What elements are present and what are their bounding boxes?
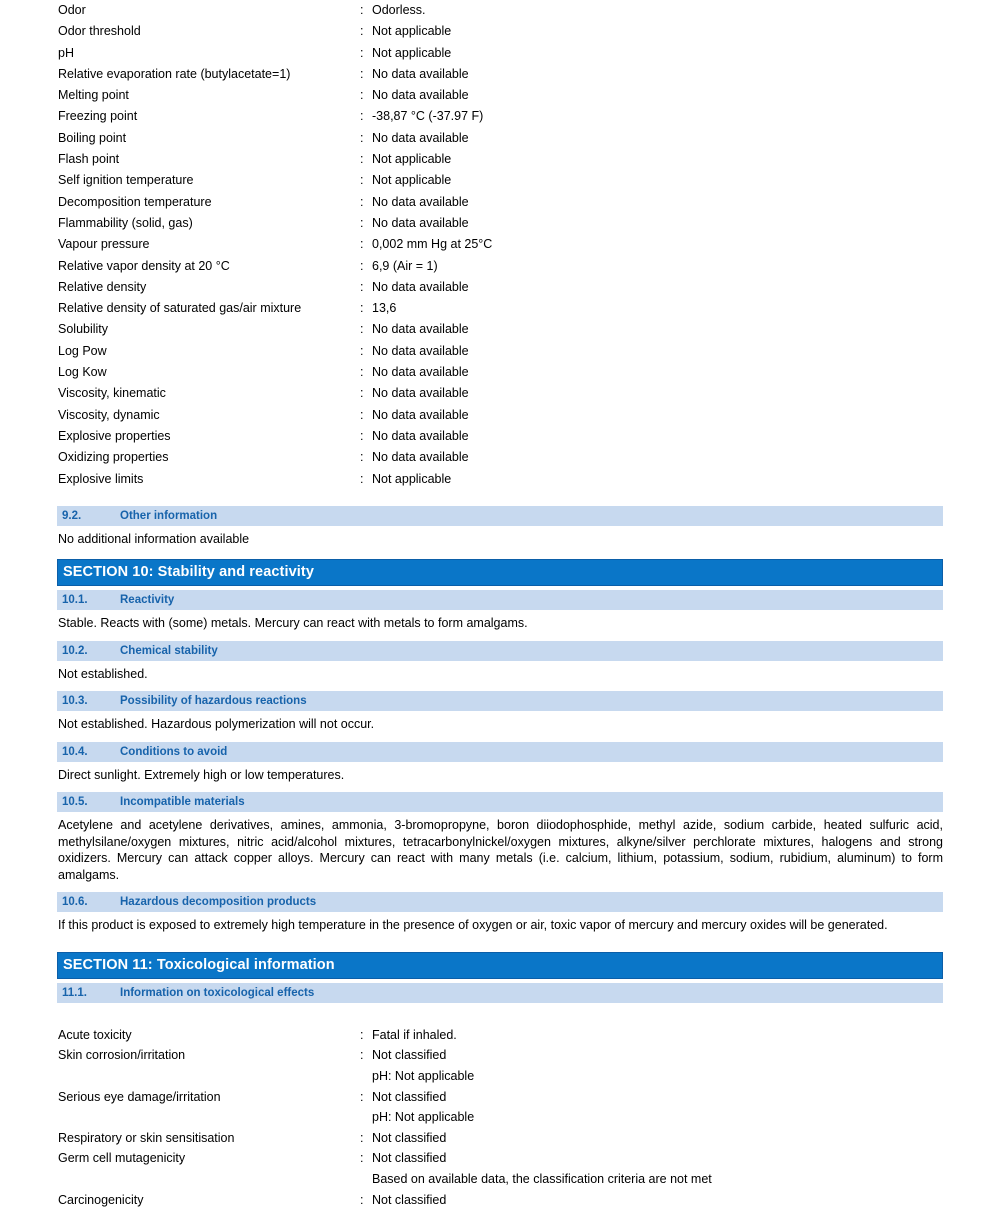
- toxicology-label: Respiratory or skin sensitisation: [58, 1130, 235, 1145]
- subsection-header-10-4: [57, 742, 943, 762]
- property-label: Viscosity, kinematic: [58, 386, 166, 401]
- toxicology-label: Skin corrosion/irritation: [58, 1048, 186, 1063]
- property-value: No data available: [372, 428, 469, 443]
- toxicology-colon: :: [360, 1192, 364, 1207]
- property-colon: :: [360, 130, 364, 145]
- property-label: Relative vapor density at 20 °C: [58, 258, 230, 273]
- subsection-number: 9.2.: [62, 509, 82, 522]
- property-colon: :: [360, 173, 364, 188]
- property-value: No data available: [372, 450, 469, 465]
- subsection-number: 10.3.: [62, 695, 88, 708]
- property-value: 13,6: [372, 301, 397, 316]
- property-label: Vapour pressure: [58, 237, 150, 252]
- property-colon: :: [360, 109, 364, 124]
- toxicology-row: [0, 1148, 1000, 1189]
- property-value: Not applicable: [372, 45, 452, 60]
- property-value: Odorless.: [372, 3, 426, 17]
- property-label: Melting point: [58, 88, 129, 103]
- property-label: Explosive properties: [58, 428, 171, 443]
- property-row: [0, 21, 1000, 42]
- subsection-title: Reactivity: [120, 594, 175, 607]
- toxicology-value-note: pH: Not applicable: [372, 1069, 475, 1084]
- property-label: pH: [58, 45, 74, 60]
- property-row: [0, 149, 1000, 170]
- subsection-header-10-3: [57, 691, 943, 711]
- property-colon: :: [360, 215, 364, 230]
- property-colon: :: [360, 24, 364, 39]
- property-colon: :: [360, 258, 364, 273]
- subsection-title: Incompatible materials: [120, 796, 245, 809]
- property-label: Self ignition temperature: [58, 173, 194, 188]
- toxicology-row: [0, 1128, 1000, 1149]
- toxicology-value: Fatal if inhaled.: [372, 1027, 457, 1042]
- toxicology-colon: :: [360, 1089, 364, 1104]
- property-label: Solubility: [58, 322, 109, 337]
- subsection-body: Acetylene and acetylene derivatives, amines, ammonia, 3-bromopropyne, boron diiodophosphide, methyl azide, sodium carbide, heated sulfuric acid, methylsilane/oxygen mixtures, nitric acid/alcohol mixtures, tetracarbonylnickel/oxygen mixtures, alkyne/silver perchlorate mixtures, halogens and strong oxidizers. Mercury can attack copper alloys. Mercury can react with many metals (i.e. calcium, lithium, potassium, sodium, rubidium, aluminum) to form amalgams.: [58, 818, 943, 882]
- property-row: [0, 405, 1000, 426]
- property-colon: :: [360, 45, 364, 60]
- subsection-number: 10.5.: [62, 796, 88, 809]
- property-label: Relative density of saturated gas/air mixture: [58, 301, 302, 316]
- property-colon: :: [360, 365, 364, 380]
- subsection-header-10-5: [57, 792, 943, 812]
- property-value: No data available: [372, 194, 469, 209]
- property-label: Boiling point: [58, 130, 127, 145]
- property-label: Flammability (solid, gas): [58, 215, 193, 230]
- property-label: Freezing point: [58, 109, 138, 124]
- property-row: [0, 319, 1000, 340]
- subsection-header-11-1: [57, 983, 943, 1003]
- property-row: [0, 85, 1000, 106]
- section-10-body: [0, 590, 1000, 942]
- subsection-header-9-2: [57, 506, 943, 526]
- property-colon: :: [360, 3, 364, 17]
- property-value: Not applicable: [372, 24, 452, 39]
- property-value: No data available: [372, 343, 469, 358]
- property-row: [0, 383, 1000, 404]
- subsection-number: 10.6.: [62, 896, 88, 909]
- toxicology-label: Germ cell mutagenicity: [58, 1151, 186, 1166]
- property-row: [0, 234, 1000, 255]
- property-colon: :: [360, 301, 364, 316]
- subsection-title: Information on toxicological effects: [120, 986, 315, 999]
- toxicology-label: Carcinogenicity: [58, 1192, 144, 1207]
- subsection-title: Other information: [120, 509, 218, 522]
- toxicology-value: Not classified: [372, 1089, 447, 1104]
- property-value: 6,9 (Air = 1): [372, 258, 438, 273]
- property-value: Not applicable: [372, 471, 452, 486]
- physical-properties-table: [0, 0, 1000, 490]
- property-row: [0, 256, 1000, 277]
- property-row: [0, 0, 1000, 21]
- property-value: No data available: [372, 130, 469, 145]
- toxicology-value: Not classified: [372, 1130, 447, 1145]
- property-colon: :: [360, 88, 364, 103]
- property-colon: :: [360, 343, 364, 358]
- property-row: [0, 362, 1000, 383]
- property-row: [0, 192, 1000, 213]
- subsection-number: 10.4.: [62, 745, 88, 758]
- toxicology-value: Not classified: [372, 1048, 447, 1063]
- property-colon: :: [360, 194, 364, 209]
- toxicology-row: [0, 1025, 1000, 1046]
- property-label: Decomposition temperature: [58, 194, 212, 209]
- subsection-number: 10.2.: [62, 644, 88, 657]
- property-label: Odor threshold: [58, 24, 141, 39]
- subsection-number: 10.1.: [62, 594, 88, 607]
- property-label: Relative evaporation rate (butylacetate=1): [58, 66, 291, 81]
- property-row: [0, 277, 1000, 298]
- property-value: No data available: [372, 66, 469, 81]
- subsection-title: Possibility of hazardous reactions: [120, 695, 307, 708]
- property-row: [0, 447, 1000, 468]
- property-label: Viscosity, dynamic: [58, 407, 160, 422]
- property-colon: :: [360, 407, 364, 422]
- property-row: [0, 43, 1000, 64]
- property-colon: :: [360, 152, 364, 167]
- property-row: [0, 128, 1000, 149]
- subsection-header-10-1: [57, 590, 943, 610]
- property-colon: :: [360, 279, 364, 294]
- property-label: Odor: [58, 3, 86, 17]
- toxicology-row: [0, 1087, 1000, 1128]
- toxicology-value-note: pH: Not applicable: [372, 1110, 475, 1125]
- toxicology-colon: :: [360, 1048, 364, 1063]
- property-value: No data available: [372, 279, 469, 294]
- toxicology-value-cell: [372, 1045, 1000, 1086]
- property-colon: :: [360, 386, 364, 401]
- subsection-title: Conditions to avoid: [120, 745, 228, 758]
- toxicology-value: Not classified: [372, 1151, 447, 1166]
- property-row: [0, 213, 1000, 234]
- toxicology-value-cell: [372, 1148, 1000, 1189]
- property-row: [0, 64, 1000, 85]
- toxicology-value-cell: [372, 1025, 1000, 1046]
- subsection-body: Not established. Hazardous polymerization will not occur.: [58, 717, 375, 732]
- property-row: [0, 298, 1000, 319]
- subsection-header-10-6: [57, 892, 943, 912]
- property-row: [0, 170, 1000, 191]
- property-row: [0, 341, 1000, 362]
- property-label: Relative density: [58, 279, 147, 294]
- toxicology-value-cell: [372, 1190, 1000, 1210]
- toxicological-effects-table: [0, 1025, 1000, 1210]
- section-header-11: SECTION 11: Toxicological information: [57, 952, 943, 979]
- subsection-body: If this product is exposed to extremely high temperature in the presence of oxygen or air, toxic vapor of mercury and mercury oxides will be generated.: [58, 918, 888, 933]
- property-row: [0, 106, 1000, 127]
- property-colon: :: [360, 66, 364, 81]
- toxicology-colon: :: [360, 1130, 364, 1145]
- toxicology-colon: :: [360, 1151, 364, 1166]
- toxicology-label: Acute toxicity: [58, 1027, 132, 1042]
- property-colon: :: [360, 237, 364, 252]
- property-colon: :: [360, 322, 364, 337]
- property-colon: :: [360, 471, 364, 486]
- property-value: No data available: [372, 88, 469, 103]
- property-label: Oxidizing properties: [58, 450, 169, 465]
- subsection-header-10-2: [57, 641, 943, 661]
- property-row: [0, 469, 1000, 490]
- toxicology-value-cell: [372, 1087, 1000, 1128]
- subsection-title: Chemical stability: [120, 644, 218, 657]
- property-value: No data available: [372, 386, 469, 401]
- property-value: 0,002 mm Hg at 25°C: [372, 237, 493, 252]
- property-label: Log Kow: [58, 365, 107, 380]
- property-colon: :: [360, 450, 364, 465]
- section-header-10: SECTION 10: Stability and reactivity: [57, 559, 943, 586]
- toxicology-value: Not classified: [372, 1192, 447, 1207]
- toxicology-label: Serious eye damage/irritation: [58, 1089, 221, 1104]
- toxicology-value-note: Based on available data, the classification criteria are not met: [372, 1171, 712, 1186]
- property-value: Not applicable: [372, 173, 452, 188]
- toxicology-row: [0, 1190, 1000, 1210]
- toxicology-colon: :: [360, 1027, 364, 1042]
- property-value: No data available: [372, 407, 469, 422]
- subsection-body-9-2: No additional information available: [58, 531, 250, 546]
- subsection-body: Stable. Reacts with (some) metals. Mercury can react with metals to form amalgams.: [58, 616, 528, 631]
- property-label: Log Pow: [58, 343, 107, 358]
- subsection-body: Direct sunlight. Extremely high or low temperatures.: [58, 767, 345, 782]
- property-label: Flash point: [58, 152, 120, 167]
- property-value: No data available: [372, 365, 469, 380]
- subsection-title: Hazardous decomposition products: [120, 896, 317, 909]
- property-value: No data available: [372, 322, 469, 337]
- property-value: No data available: [372, 215, 469, 230]
- subsection-number: 11.1.: [62, 986, 87, 999]
- property-label: Explosive limits: [58, 471, 144, 486]
- property-value: -38,87 °C (-37.97 F): [372, 109, 484, 124]
- property-value: Not applicable: [372, 152, 452, 167]
- subsection-body: Not established.: [58, 666, 148, 681]
- toxicology-value-cell: [372, 1128, 1000, 1149]
- property-colon: :: [360, 428, 364, 443]
- toxicology-row: [0, 1045, 1000, 1086]
- property-row: [0, 426, 1000, 447]
